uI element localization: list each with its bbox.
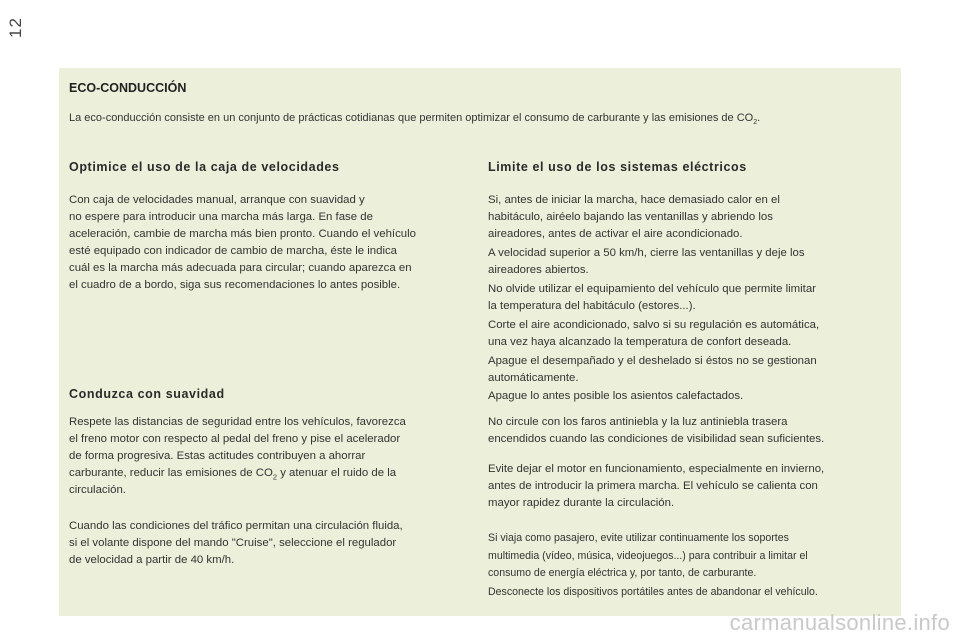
electrical-paragraph-6: Apague lo antes posible los asientos calefactados. [488,390,744,402]
electrical-paragraph-7: No circule con los faros antiniebla y la luz antiniebla trasera encendidos cuando las condiciones de visibilidad sean suficientes. [488,416,825,445]
electrical-paragraph-8: Evite dejar el motor en funcionamiento, especialmente en invierno, antes de introducir la primera marcha. El vehículo se calienta con mayor rapidez durante la circulación. [488,463,825,509]
page-number: 12 [6,17,25,38]
smooth-paragraph-2: Cuando las condiciones del tráfico permitan una circulación fluida, si el volante dispone del mando "Cruise", seleccione el regulador de velocidad a partir de 40 km/h. [69,520,403,566]
intro-paragraph: La eco-conducción consiste en un conjunto de prácticas cotidianas que permiten optimizar el consumo de carburante y las emisiones de $CO_2$. [69,112,761,127]
section-title-smooth-driving: Conduzca con suavidad [69,387,225,401]
electrical-paragraph-2: A velocidad superior a 50 km/h, cierre las ventanillas y deje los aireadores abiertos. [488,247,805,276]
section-electrical [488,160,898,174]
electrical-paragraph-9: Si viaja como pasajero, evite utilizar continuamente los soportes multimedia (vídeo, música, videojuegos...) para contribuir a limitar el consumo de energía eléctrica y, por tanto, de carburante. [488,532,808,579]
section-title-electrical: Limite el uso de los sistemas eléctricos [488,160,747,174]
section-smooth-driving [69,387,477,401]
section-gearbox [69,160,477,174]
section-title-gearbox: Optimice el uso de la caja de velocidades [69,160,340,174]
electrical-paragraph-3: No olvide utilizar el equipamiento del vehículo que permite limitar la temperatura del habitáculo (estores...). [488,283,816,312]
main-title: ECO-CONDUCCIÓN [69,81,187,95]
electrical-paragraph-4: Corte el aire acondicionado, salvo si su regulación es automática, una vez haya alcanzado la temperatura de confort deseada. [488,319,820,348]
electrical-paragraph-10: Desconecte los dispositivos portátiles antes de abandonar el vehículo. [488,586,818,598]
electrical-paragraph-5: Apague el desempañado y el deshelado si éstos no se gestionan automáticamente. [488,355,817,384]
watermark: carmanualsonline.info [729,610,950,635]
gearbox-paragraph: Con caja de velocidades manual, arranque con suavidad y no espere para introducir una marcha más larga. En fase de aceleración, cambie de marcha más bien pronto. Cuando el vehículo esté equipado con indicador de cambio de marcha, éste le indica cuál es la marcha más adecuada para circular; cuando aparezca en el cuadro de a bordo, siga sus recomendaciones lo antes posible. [69,194,416,291]
electrical-paragraph-1: Si, antes de iniciar la marcha, hace demasiado calor en el habitáculo, airéelo bajando las ventanillas y abriendo los aireadores, antes de activar el aire acondicionado. [488,194,780,240]
smooth-paragraph-1: Respete las distancias de seguridad entre los vehículos, favorezca el freno motor con respecto al pedal del freno y pise el acelerador de forma progresiva. Estas actitudes contribuyen a ahorrar carburante, reducir las emisiones de $CO_2$ y atenuar el ruido de la circulación. [69,416,406,496]
